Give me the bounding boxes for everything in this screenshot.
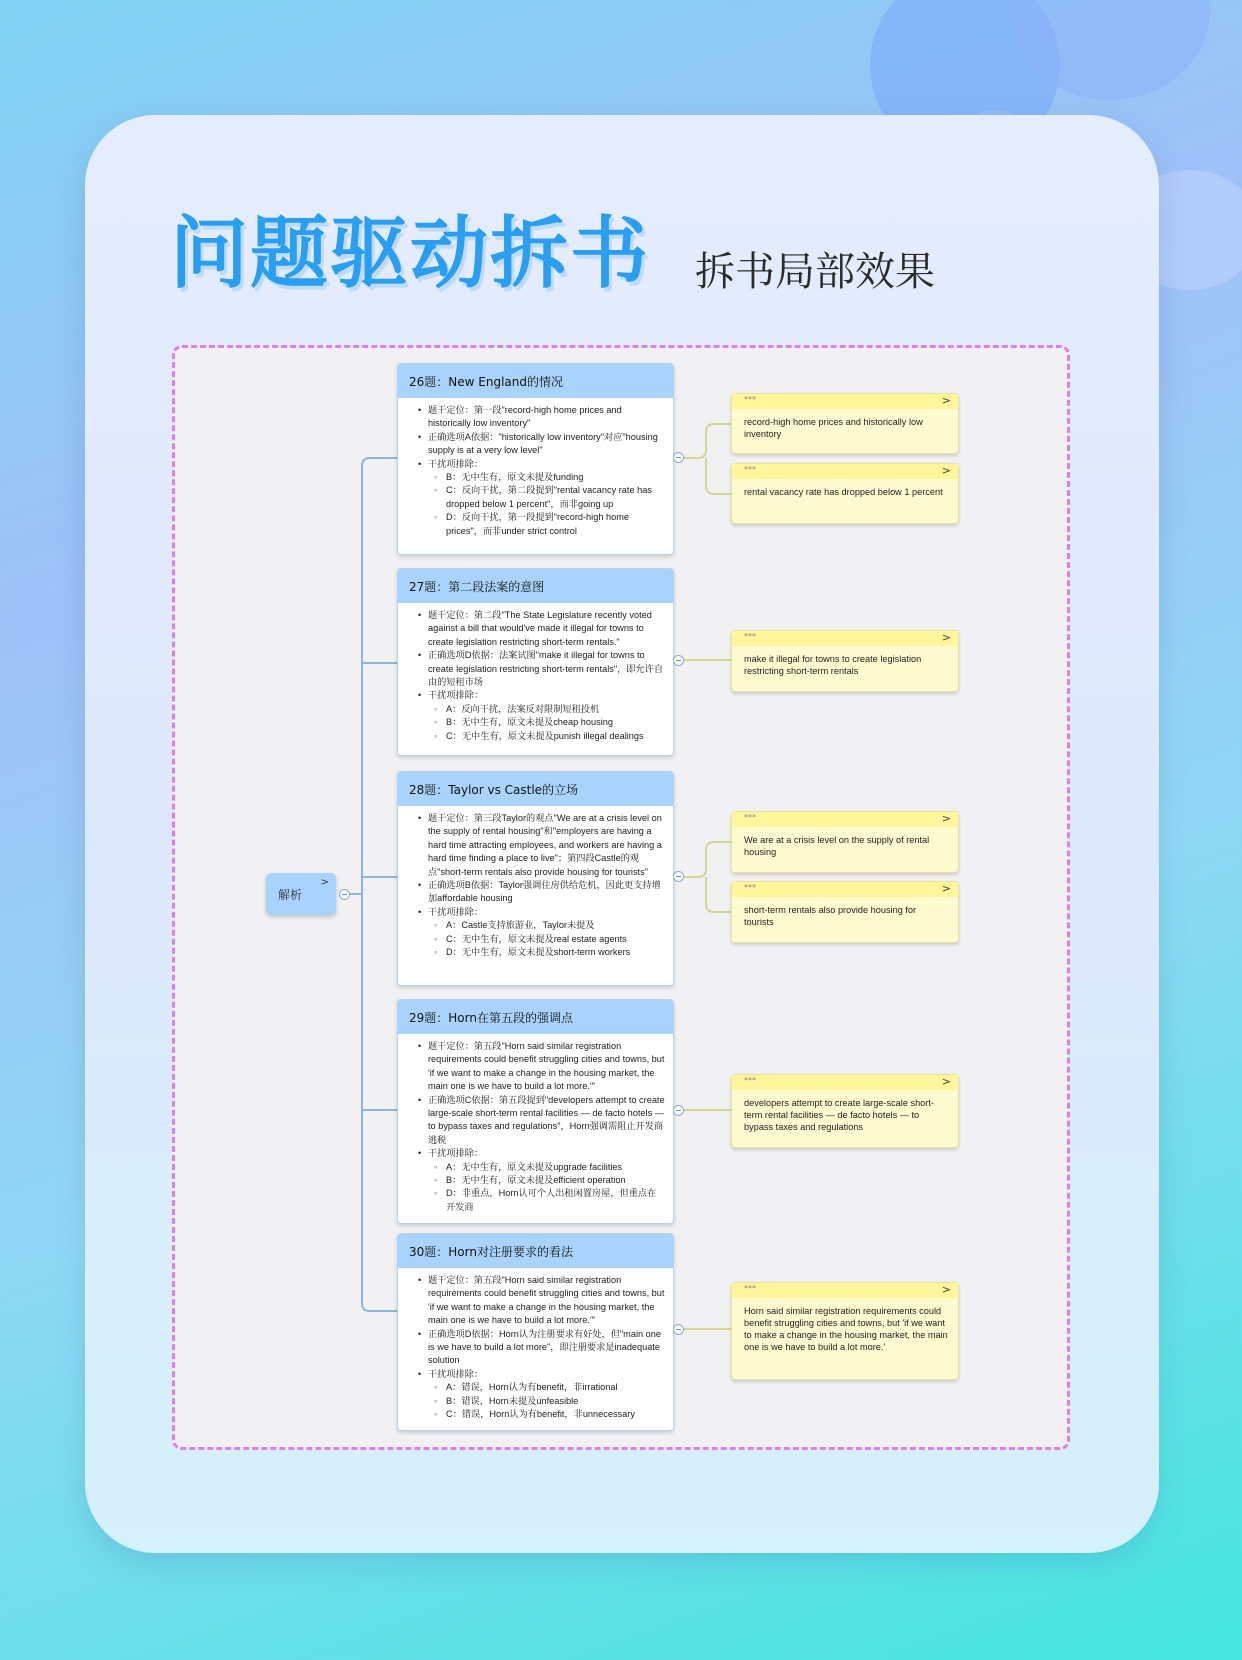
question-header: 28题：Taylor vs Castle的立场: [398, 772, 673, 806]
list-item: • 正确选项D依据：Horn认为注册要求有好处，但"main one is we have to build a lot more"，即注册要求是inadequate solution: [408, 1328, 665, 1368]
note-dots: ***: [744, 883, 756, 892]
list-item: ◦ A：无中生有，原文未提及upgrade facilities: [408, 1161, 665, 1174]
page-subtitle: 拆书局部效果: [695, 249, 935, 295]
list-item: ◦ A：Castle支持旅游业，Taylor未提及: [408, 919, 665, 932]
list-item: • 正确选项D依据：法案试图"make it illegal for towns to create legislation restricting short-term rentals"，即允许自由的短租市场: [408, 649, 665, 689]
evidence-note[interactable]: [731, 811, 959, 873]
list-item: • 干扰项排除：: [408, 1147, 665, 1160]
list-item: • 题干定位：第五段"Horn said similar registration requirements could benefit struggling cities and towns, but 'if we want to make a change in the housing market, the main one is we have to build a lot more.'": [408, 1274, 665, 1328]
note-text: make it illegal for towns to create legislation restricting short-term rentals: [744, 654, 922, 676]
list-item: ◦ D：反向干扰，第一段提到"record-high home prices"，而非under strict control: [408, 511, 665, 538]
list-item: • 正确选项A依据："historically low inventory"对应"housing supply is at a very low level": [408, 431, 665, 458]
note-dots: ***: [744, 632, 756, 641]
list-item: ◦ C：反向干扰，第二段提到"rental vacancy rate has dropped below 1 percent"，而非going up: [408, 484, 665, 511]
list-item: • 题干定位：第二段"The State Legislature recently voted against a bill that would've made it illegal for towns to create legislation restricting short-term rentals.": [408, 609, 665, 649]
evidence-note[interactable]: [731, 463, 959, 524]
chevron-right-icon[interactable]: >: [941, 1283, 951, 1296]
list-item: • 题干定位：第一段"record-high home prices and historically low inventory": [408, 404, 665, 431]
root-node[interactable]: [266, 873, 336, 915]
note-dots: ***: [744, 1076, 756, 1085]
question-header: 29题：Horn在第五段的强调点: [398, 1000, 673, 1034]
list-item: • 干扰项排除：: [408, 689, 665, 702]
collapse-toggle-icon[interactable]: [339, 889, 350, 900]
list-item: • 正确选项C依据：第五段提到"developers attempt to create large-scale short-term rental facilities — de facto hotels — to bypass taxes and regulations"，Horn强调需阻止开发商逃税: [408, 1094, 665, 1148]
collapse-toggle-icon[interactable]: [673, 655, 684, 666]
list-item: ◦ B：无中生有，原文未提及cheap housing: [408, 716, 665, 729]
list-item: • 题干定位：第三段Taylor的观点"We are at a crisis level on the supply of rental housing"和"employers are having a hard time attracting employees, and workers are having a hard time finding a place to live"；第四段Castle的观点"short-term rentals also provide housing for tourists": [408, 812, 665, 879]
list-item: • 干扰项排除：: [408, 1368, 665, 1381]
note-dots: ***: [744, 813, 756, 822]
list-item: ◦ C：无中生有，原文未提及punish illegal dealings: [408, 730, 665, 743]
note-text: Horn said similar registration requirements could benefit struggling cities and towns, but 'if we want to make a change in the housing market, the main one is we have to build a lot more.': [744, 1306, 948, 1352]
note-dots: ***: [744, 1284, 756, 1293]
root-node-label: 解析: [278, 887, 303, 902]
chevron-right-icon[interactable]: >: [941, 464, 951, 477]
evidence-note[interactable]: [731, 393, 959, 454]
question-header: 26题：New England的情况: [398, 364, 673, 398]
collapse-toggle-icon[interactable]: [673, 1324, 684, 1335]
chevron-right-icon[interactable]: >: [941, 882, 951, 895]
chevron-right-icon[interactable]: >: [941, 1075, 951, 1088]
list-item: ◦ D：非重点，Horn认可个人出租闲置房屋，但重点在开发商: [408, 1187, 665, 1214]
question-card-26[interactable]: [397, 363, 674, 555]
list-item: ◦ B：无中生有，原文未提及funding: [408, 471, 665, 484]
question-card-29[interactable]: [397, 999, 674, 1224]
evidence-note[interactable]: [731, 1074, 959, 1148]
note-dots: ***: [744, 465, 756, 474]
list-item: ◦ A：错误，Horn认为有benefit，非irrational: [408, 1381, 665, 1394]
collapse-toggle-icon[interactable]: [673, 871, 684, 882]
list-item: ◦ A：反向干扰，法案反对限制短租投机: [408, 703, 665, 716]
chevron-right-icon[interactable]: >: [320, 877, 329, 888]
question-card-30[interactable]: [397, 1233, 674, 1431]
collapse-toggle-icon[interactable]: [673, 452, 684, 463]
note-text: rental vacancy rate has dropped below 1 percent: [744, 487, 943, 497]
chevron-right-icon[interactable]: >: [941, 812, 951, 825]
chevron-right-icon[interactable]: >: [941, 631, 951, 644]
list-item: ◦ C：无中生有，原文未提及real estate agents: [408, 933, 665, 946]
list-item: • 题干定位：第五段"Horn said similar registration requirements could benefit struggling cities and towns, but 'if we want to make a change in the housing market, the main one is we have to build a lot more.'": [408, 1040, 665, 1094]
chevron-right-icon[interactable]: >: [941, 394, 951, 407]
note-text: record-high home prices and historically low inventory: [744, 417, 923, 439]
question-card-27[interactable]: [397, 568, 674, 756]
page-title: 问题驱动拆书: [170, 209, 651, 299]
evidence-note[interactable]: [731, 630, 959, 692]
list-item: ◦ B：错误，Horn未提及unfeasible: [408, 1395, 665, 1408]
note-text: developers attempt to create large-scale short-term rental facilities — de facto hotels — to bypass taxes and regulations: [744, 1098, 934, 1132]
question-card-28[interactable]: [397, 771, 674, 986]
question-header: 30题：Horn对注册要求的看法: [398, 1234, 673, 1268]
list-item: ◦ C：错误，Horn认为有benefit，非unnecessary: [408, 1408, 665, 1421]
evidence-note[interactable]: [731, 881, 959, 943]
note-dots: ***: [744, 395, 756, 404]
list-item: ◦ B：无中生有，原文未提及efficient operation: [408, 1174, 665, 1187]
list-item: • 正确选项B依据：Taylor强调住房供给危机，因此更支持增加affordable housing: [408, 879, 665, 906]
evidence-note[interactable]: [731, 1282, 959, 1380]
question-header: 27题：第二段法案的意图: [398, 569, 673, 603]
list-item: • 干扰项排除：: [408, 458, 665, 471]
list-item: • 干扰项排除：: [408, 906, 665, 919]
collapse-toggle-icon[interactable]: [673, 1105, 684, 1116]
list-item: ◦ D：无中生有，原文未提及short-term workers: [408, 946, 665, 959]
note-text: short-term rentals also provide housing for tourists: [744, 905, 917, 927]
note-text: We are at a crisis level on the supply of rental housing: [744, 835, 930, 857]
